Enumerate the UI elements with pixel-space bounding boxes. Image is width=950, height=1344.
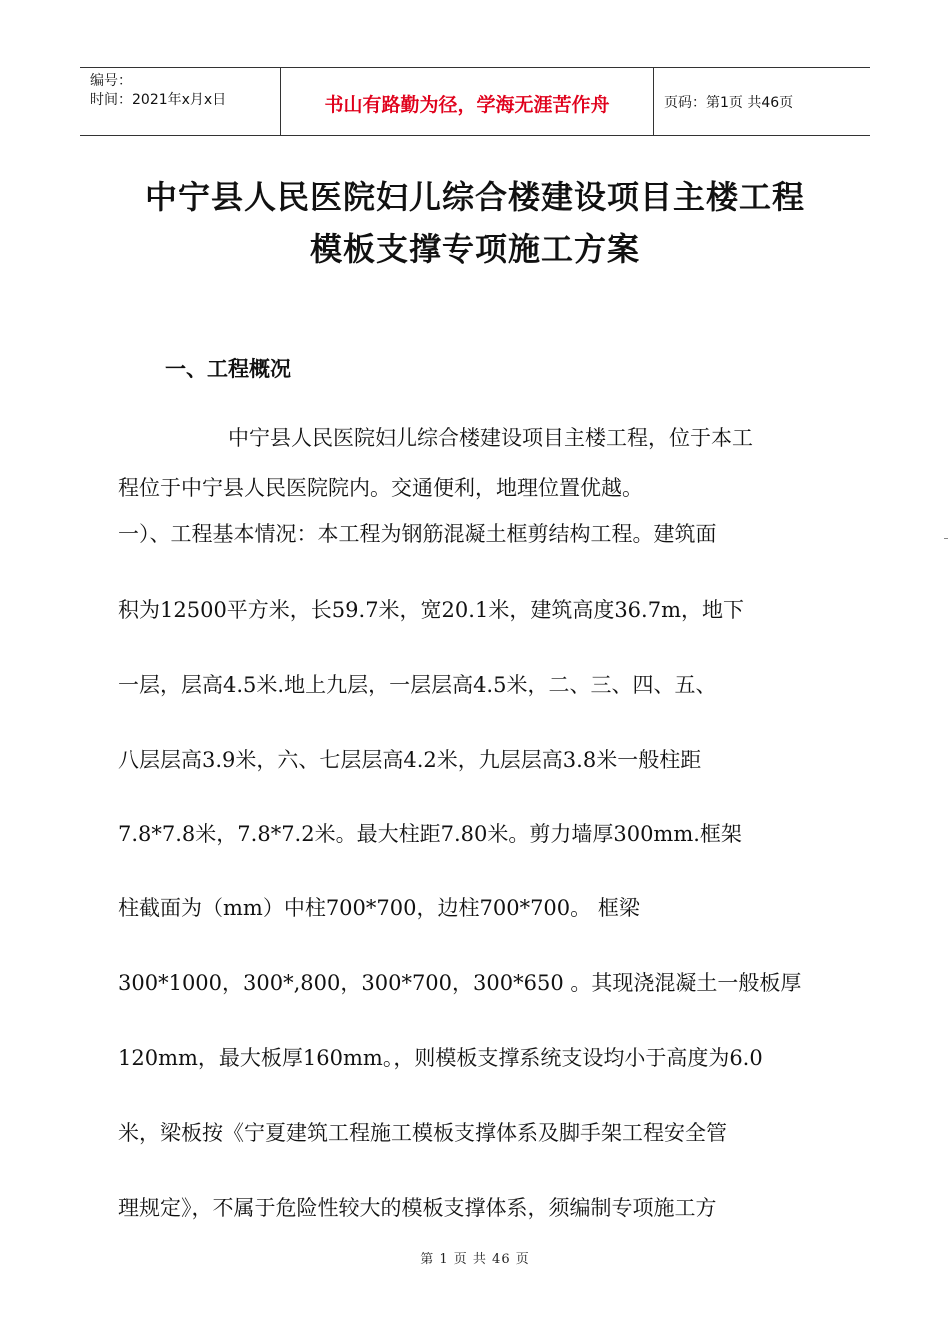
- header-page-info: 页码：第1页 共46页: [664, 94, 794, 111]
- number-label: 编号：: [90, 73, 132, 89]
- time-label: 时间：2021年x月x日: [90, 92, 227, 108]
- header-motto: 书山有路勤为径，学海无涯苦作舟: [281, 68, 654, 135]
- body-line: 120mm，最大板厚160mm。，则模板支撑系统支设均小于高度为6.0: [118, 1046, 763, 1070]
- page-footer: 第 1 页 共 46 页: [420, 1252, 530, 1267]
- body-line: 米，梁板按《宁夏建筑工程施工模板支撑体系及脚手架工程安全管: [118, 1121, 727, 1145]
- body-line: 7.8*7.8米，7.8*7.2米。最大柱距7.80米。剪力墙厚300mm.框架: [118, 822, 742, 846]
- document-title-line1: 中宁县人民医院妇儿综合楼建设项目主楼工程: [144, 178, 805, 216]
- body-line: 八层层高3.9米，六、七层层高4.2米，九层层高3.8米一般柱距: [118, 748, 702, 772]
- header-meta-cell: [80, 68, 281, 135]
- body-line: 一）、工程基本情况：本工程为钢筋混凝土框剪结构工程。建筑面: [118, 522, 717, 546]
- body-line: 柱截面为（mm）中柱700*700，边柱700*700。 框梁: [118, 896, 640, 920]
- body-line: 积为12500平方米，长59.7米，宽20.1米，建筑高度36.7m，地下: [118, 598, 744, 622]
- section-heading: 一、工程概况: [165, 357, 291, 381]
- body-line: 一层，层高4.5米.地上九层，一层层高4.5米，二、三、四、五、: [118, 673, 717, 697]
- header-table: [80, 67, 870, 136]
- body-line: 理规定》，不属于危险性较大的模板支撑体系，须编制专项施工方: [118, 1196, 717, 1220]
- body-line: 300*1000，300*,800，300*700，300*650 。其现浇混凝土一般板厚: [118, 971, 802, 995]
- body-line: 中宁县人民医院妇儿综合楼建设项目主楼工程，位于本工: [228, 426, 753, 450]
- body-line: 程位于中宁县人民医院院内。交通便利，地理位置优越。: [118, 476, 643, 500]
- edge-mark: [944, 538, 948, 539]
- document-title-line2: 模板支撑专项施工方案: [309, 230, 640, 268]
